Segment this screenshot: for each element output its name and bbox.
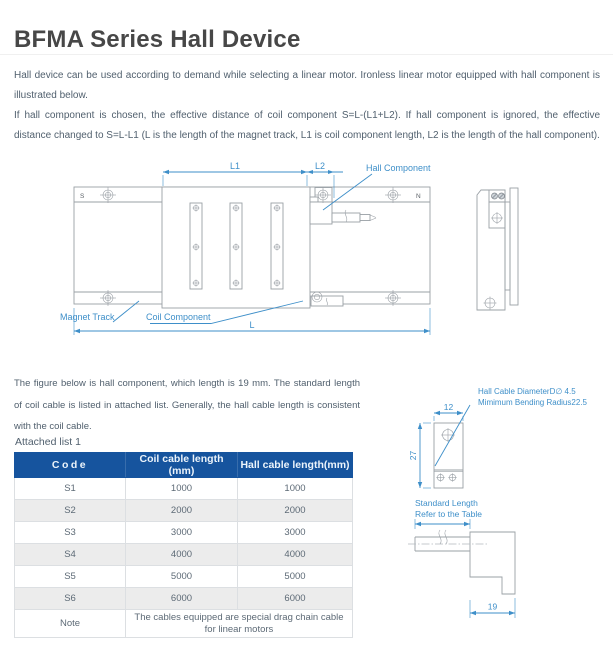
dim-12: 12 xyxy=(443,402,454,412)
cell-code: S3 xyxy=(15,522,126,544)
pole-s-label: S xyxy=(80,193,85,200)
dim-l1: L1 xyxy=(229,161,241,171)
table-row xyxy=(15,544,353,566)
hall-component-shape xyxy=(310,188,376,307)
side-view-shape xyxy=(477,188,518,310)
standard-length-note-line2: Refer to the Table xyxy=(415,509,482,519)
header-hall-length: Hall cable length(mm) xyxy=(238,453,353,478)
table-row xyxy=(15,566,353,588)
cell-hall: 3000 xyxy=(238,522,353,544)
cell-hall: 6000 xyxy=(238,588,353,610)
title-divider xyxy=(0,54,613,55)
bolt-icon xyxy=(385,187,401,203)
cell-hall: 2000 xyxy=(238,500,353,522)
cable-length-table xyxy=(14,452,353,638)
intro-paragraph-1: Hall device can be used according to demand while selecting a linear motor. Ironless linear motor equipped with hall component is illustrated below. xyxy=(14,70,600,101)
table-row xyxy=(15,588,353,610)
dim-19: 19 xyxy=(487,601,498,612)
coil-component-label: Coil Component xyxy=(146,312,211,322)
cell-coil: 5000 xyxy=(126,566,238,588)
hall-component-label: Hall Component xyxy=(366,163,431,173)
header-code: Code xyxy=(15,453,126,478)
cable-diameter-note-line2: Mimimum Bending Radius22.5 xyxy=(478,398,587,407)
dim-l2: L2 xyxy=(314,161,326,171)
pole-n-label: N xyxy=(416,193,421,200)
screw-icon xyxy=(499,193,505,199)
hall-component-detail-drawing xyxy=(400,378,613,628)
table-row xyxy=(15,500,353,522)
dim-l: L xyxy=(249,320,255,330)
intro-paragraphs xyxy=(14,66,600,146)
coil-component-shape xyxy=(162,187,310,308)
cell-code: S5 xyxy=(15,566,126,588)
standard-length-note-line1: Standard Length xyxy=(415,498,478,508)
cell-code: S6 xyxy=(15,588,126,610)
cell-coil: 6000 xyxy=(126,588,238,610)
detail-annotations xyxy=(408,387,587,618)
linear-motor-drawing xyxy=(0,140,613,355)
cell-coil: 1000 xyxy=(126,478,238,500)
note-label: Note xyxy=(15,610,126,638)
bolt-icon xyxy=(100,187,116,203)
cell-coil: 3000 xyxy=(126,522,238,544)
cell-coil: 4000 xyxy=(126,544,238,566)
cell-code: S2 xyxy=(15,500,126,522)
header-coil-length: Coil cable length (mm) xyxy=(126,453,238,478)
dim-27: 27 xyxy=(408,450,418,461)
hall-component-paragraph: The figure below is hall component, which length is 19 mm. The standard length of coil cable is listed in attached list. Generally, the hall cable length is consistent with the coil cable. xyxy=(14,378,360,432)
note-text: The cables equipped are special drag chain cable for linear motors xyxy=(126,610,353,638)
magnet-track-label: Magnet Track xyxy=(60,312,115,322)
table-header-row xyxy=(15,453,353,478)
table-row xyxy=(15,522,353,544)
hall-side-view-shape xyxy=(408,530,515,594)
cell-hall: 1000 xyxy=(238,478,353,500)
intro-paragraph-2: If hall component is chosen, the effective distance of coil component S=L-(L1+L2). If hall component is ignored, the effective distance changed to S=L-L1 (L is the length of the magnet track, L1 is coil component length, L2 is the length of the hall component). xyxy=(14,110,600,141)
cell-coil: 2000 xyxy=(126,500,238,522)
cell-code: S1 xyxy=(15,478,126,500)
cell-code: S4 xyxy=(15,544,126,566)
cell-hall: 5000 xyxy=(238,566,353,588)
hall-front-view-shape xyxy=(434,423,463,488)
cable-diameter-note-line1: Hall Cable DiameterD∅ 4.5 xyxy=(478,387,576,396)
screw-icon xyxy=(492,193,498,199)
table-note-row xyxy=(15,610,353,638)
attached-list-label: Attached list 1 xyxy=(15,436,81,448)
table-row xyxy=(15,478,353,500)
page-title: BFMA Series Hall Device xyxy=(14,26,301,54)
cell-hall: 4000 xyxy=(238,544,353,566)
